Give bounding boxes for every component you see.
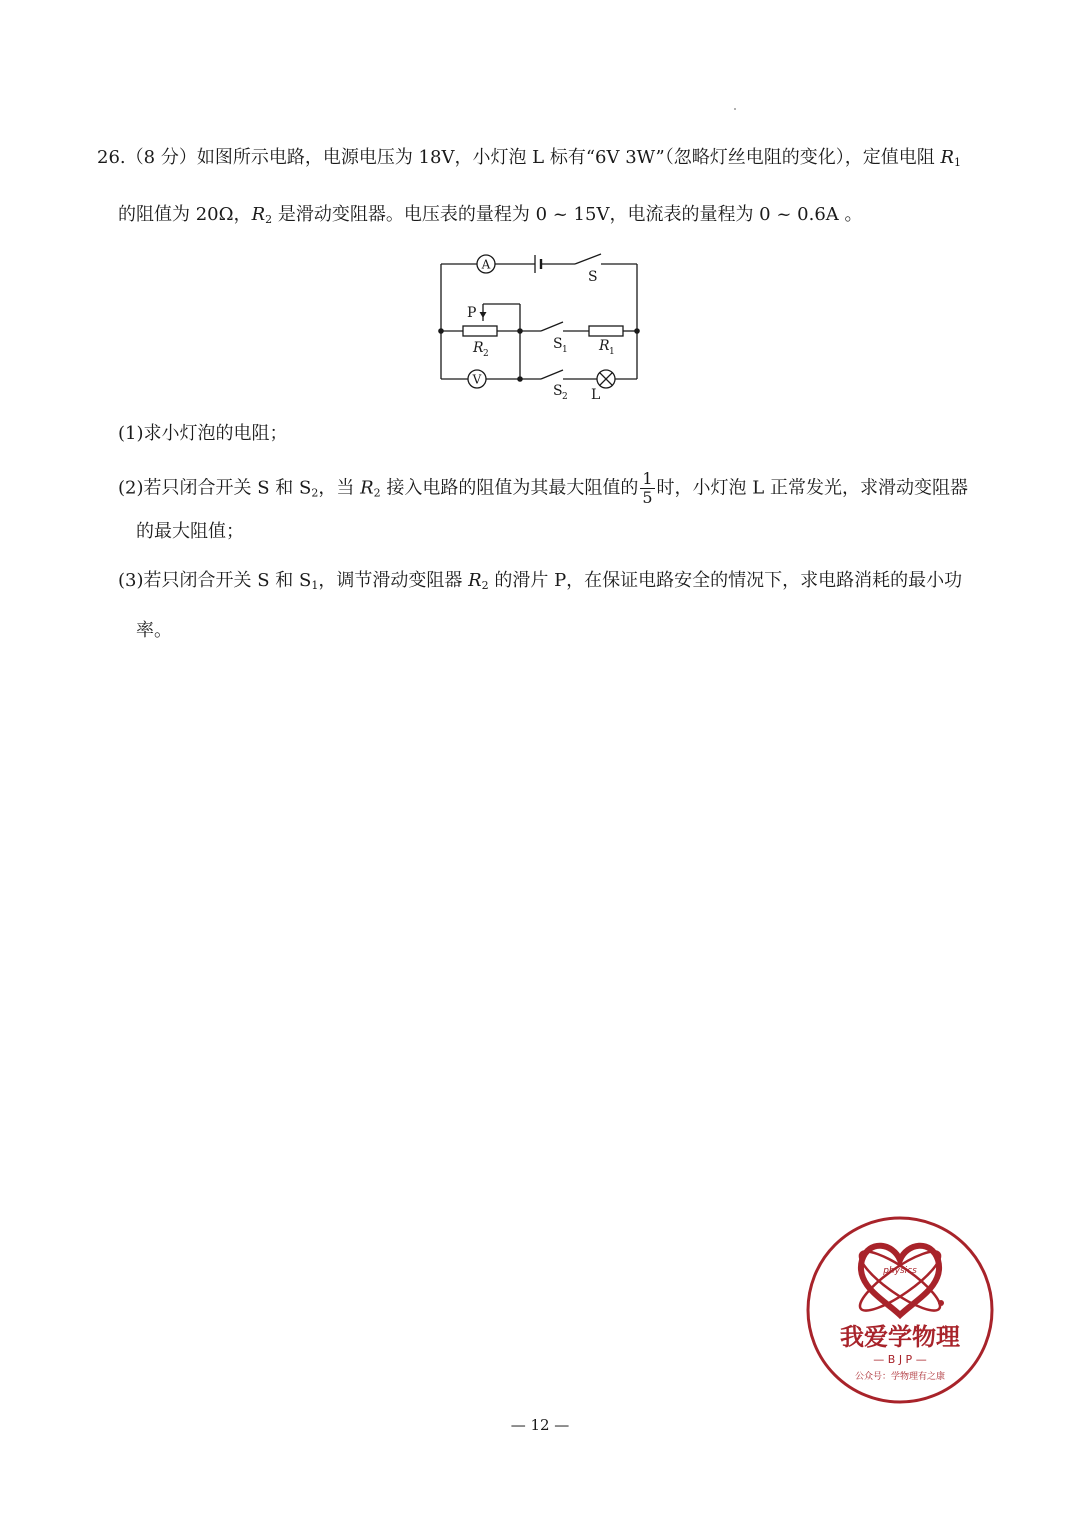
subscript: 2	[311, 486, 319, 500]
question-line-2	[118, 203, 863, 227]
heart-icon	[861, 1246, 939, 1315]
r2-label: R	[473, 340, 484, 356]
part-3-text: (3)若只闭合开关 S 和 S	[118, 570, 312, 591]
resistor-r1-body	[589, 326, 623, 336]
junction-dot	[438, 328, 444, 334]
slider-arrow-icon	[480, 312, 487, 318]
part-1	[118, 422, 288, 446]
electron-icon	[938, 1300, 944, 1306]
switch-s2-blade	[541, 370, 563, 379]
part-2-text: ，当	[318, 477, 361, 499]
part-3-line-1	[118, 569, 962, 593]
junction-dot	[517, 328, 523, 334]
fraction-numerator: 1	[642, 469, 653, 488]
var-r: R	[940, 147, 954, 168]
switch-s1-blade	[541, 322, 563, 331]
junction-dot	[517, 376, 523, 382]
part-2-text: 时，小灯泡 L 正常发光，求滑动变阻器	[656, 477, 968, 499]
subscript: 1	[311, 579, 319, 592]
voltmeter-label: V	[472, 372, 482, 387]
switch-s-label: S	[588, 269, 598, 285]
rheostat-r2-body	[463, 326, 497, 336]
var-r: R	[251, 204, 266, 225]
part-2-line-1	[118, 470, 968, 507]
fraction-denominator: 5	[642, 488, 653, 507]
lamp-label: L	[591, 387, 601, 403]
subscript: 2	[373, 486, 381, 500]
s1-label: S	[553, 336, 563, 352]
seal-brand: 我爱学物理	[840, 1323, 960, 1351]
part-2-line-2	[136, 520, 244, 544]
subscript: 2	[481, 579, 489, 592]
question-points: （8 分）	[125, 147, 197, 168]
s2-label: S	[553, 383, 563, 399]
question-line-1	[97, 146, 961, 170]
switch-s-blade	[575, 254, 601, 264]
question-number: 26.	[97, 147, 126, 168]
r1-subscript: 1	[609, 347, 615, 357]
var-r: R	[468, 570, 482, 591]
part-2-text: 的最大阻值；	[136, 521, 244, 542]
seal-logo-word: physics	[883, 1266, 917, 1276]
question-text: 如图所示电路，电源电压为 18V，小灯泡 L 标有“6V 3W”（忽略灯丝电阻的变化），定值电阻	[196, 147, 941, 168]
slider-p-label: P	[467, 305, 477, 321]
seal-subtitle: 公众号：学物理有之康	[854, 1372, 946, 1382]
subscript: 2	[265, 213, 273, 226]
part-3-line-2	[136, 619, 172, 643]
ammeter-label: A	[481, 257, 491, 272]
question-text: 是滑动变阻器。电压表的量程为 0 ~ 15V，电流表的量程为 0 ~ 0.6A 。	[272, 204, 863, 225]
page-number: — 12 —	[510, 1416, 570, 1434]
subscript: 1	[954, 156, 961, 169]
brand-seal	[805, 1215, 995, 1405]
fraction-one-fifth	[640, 470, 654, 507]
part-2-text: 接入电路的阻值为其最大阻值的	[380, 477, 639, 499]
r1-label: R	[599, 338, 610, 354]
s1-subscript: 1	[562, 345, 568, 355]
var-r: R	[360, 477, 374, 499]
speck	[734, 108, 736, 110]
circuit-diagram	[425, 245, 655, 405]
seal-abbr: — B J P —	[873, 1353, 927, 1366]
junction-dot	[634, 328, 640, 334]
s2-subscript: 2	[562, 392, 568, 402]
question-text: 的阻值为 20Ω，	[118, 204, 252, 225]
part-2-text: (2)若只闭合开关 S 和 S	[118, 477, 312, 499]
part-1-text: (1)求小灯泡的电阻；	[118, 423, 288, 444]
part-3-text: ，调节滑动变阻器	[318, 570, 469, 591]
part-3-text: 率。	[136, 620, 172, 641]
part-3-text: 的滑片 P，在保证电路安全的情况下，求电路消耗的最小功	[488, 570, 963, 591]
r2-subscript: 2	[483, 349, 489, 359]
